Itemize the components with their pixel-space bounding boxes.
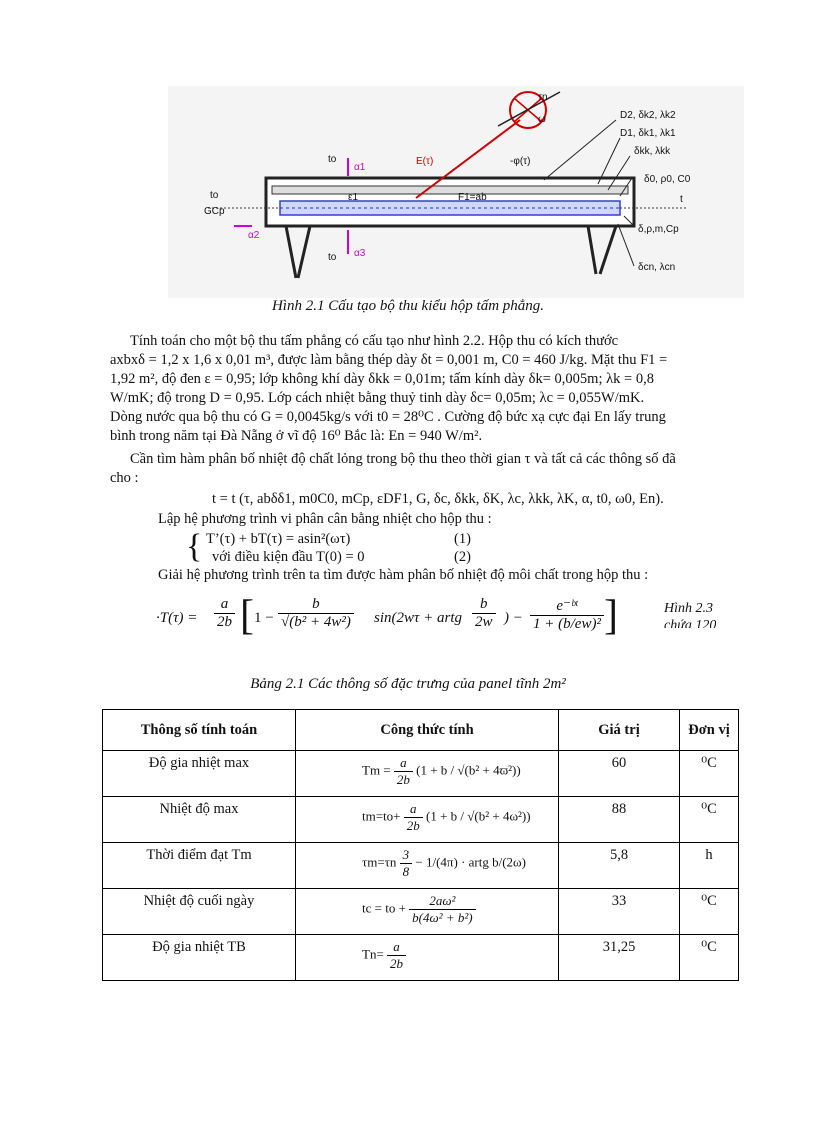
eq-a: a — [214, 596, 235, 614]
table-row — [103, 935, 739, 981]
row-value: 5,8 — [559, 843, 680, 889]
label-drhom: δ,ρ,m,Cp — [638, 224, 679, 235]
row-value: 33 — [559, 889, 680, 935]
label-to-left: to — [210, 190, 219, 201]
side-label-1: Hình 2.3 — [664, 601, 713, 616]
formula-fraction — [404, 801, 423, 834]
formula-num: a — [394, 755, 413, 772]
formula-lhs: τm=τn — [362, 854, 397, 870]
row-unit: ⁰C — [680, 889, 739, 935]
eq-one-minus: 1 − — [254, 610, 274, 626]
label-alpha2: α2 — [248, 230, 260, 241]
eq-exp: e⁻ᵇᵗ — [530, 596, 604, 616]
label-alpha1: α1 — [354, 162, 366, 173]
formula-fraction — [409, 893, 475, 926]
label-d0: δ0, ρ0, C0 — [644, 174, 691, 185]
row-unit: ⁰C — [680, 935, 739, 981]
row-unit: ⁰C — [680, 751, 739, 797]
eq-sin-part: sin(2wτ + artg — [374, 610, 463, 626]
equation-1: T’(τ) + bT(τ) = asin²(ωτ) — [206, 531, 351, 547]
formula-fraction — [387, 939, 406, 972]
table-row — [103, 843, 739, 889]
label-D1: D1, δk1, λk1 — [620, 128, 676, 139]
table-row — [103, 889, 739, 935]
equation-2-number: (2) — [454, 549, 471, 565]
formula-den: b(4ω² + b²) — [412, 910, 473, 925]
formula-den: 2b — [390, 956, 404, 971]
label-phi-tau: -φ(τ) — [510, 156, 531, 167]
label-alpha3: α3 — [354, 248, 366, 259]
equation-1-number: (1) — [454, 531, 471, 547]
formula-den: 8 — [402, 864, 410, 879]
label-GCp: GCp — [204, 206, 225, 217]
eq-b-over-sqrt — [278, 596, 354, 631]
formula-num: a — [387, 939, 406, 956]
collector-diagram — [168, 86, 744, 298]
formula-lhs: Tm = — [362, 762, 391, 778]
label-F1: F1=ab — [458, 192, 487, 203]
formula-num: 2aω² — [409, 893, 475, 910]
eq-exp-fraction — [530, 596, 604, 633]
header-value: Giá trị — [559, 710, 680, 751]
formula-lhs: Tn= — [362, 946, 384, 962]
table-header-row — [103, 710, 739, 751]
row-name: Nhiệt độ cuối ngày — [103, 889, 296, 935]
solve-text: Giải hệ phương trình trên ta tìm được hàm phân bố nhiệt độ môi chất trong hộp thu : — [158, 567, 649, 583]
eq-a-over-2b — [214, 596, 235, 631]
para2-line2: cho : — [110, 470, 139, 486]
para1-line2: axbxδ = 1,2 x 1,6 x 0,01 m³, được làm bằng thép dày δt = 0,001 m, C0 = 460 J/kg. Mặt thu F1 = — [110, 352, 668, 368]
row-formula — [296, 843, 559, 889]
label-t-right: t — [680, 194, 683, 205]
formula-rest: (1 + b / √(b² + 4ϖ²)) — [416, 762, 521, 778]
row-value: 88 — [559, 797, 680, 843]
figure-caption: Hình 2.1 Cấu tạo bộ thu kiểu hộp tấm phẳng. — [271, 298, 545, 314]
row-name: Độ gia nhiệt TB — [103, 935, 296, 981]
formula-rest: − 1/(4π) · artg b/(2ω) — [415, 854, 526, 870]
row-formula — [296, 935, 559, 981]
label-D2: D2, δk2, λk2 — [620, 110, 676, 121]
formula-den: 2b — [406, 818, 420, 833]
label-tau-n: τn — [538, 92, 548, 103]
equation-2: với điều kiện đầu T(0) = 0 — [212, 549, 365, 565]
formula-fraction — [400, 847, 413, 880]
para1-line3: 1,92 m², độ đen ε = 0,95; lớp không khí dày δkk = 0,01m; tấm kính dày δk= 0,005m; λk = 0,8 — [110, 371, 654, 387]
eq-2b: 2b — [217, 614, 232, 630]
system-brace: { — [186, 528, 203, 565]
para2-line1: Cần tìm hàm phân bố nhiệt độ chất lỏng trong bộ thu theo thời gian τ và tất cả các thông số đã — [130, 451, 676, 467]
row-formula — [296, 797, 559, 843]
main-equation — [156, 592, 636, 652]
para1-line5: Dòng nước qua bộ thu có G = 0,0045kg/s với t0 = 28⁰C . Cường độ bức xạ cực đại En lấy trung — [110, 409, 666, 425]
eq-b2: b — [472, 596, 496, 614]
eq-denom: 1 + (b/ew)² — [533, 616, 601, 632]
eq-b-over-2w — [472, 596, 496, 631]
row-formula — [296, 751, 559, 797]
row-formula — [296, 889, 559, 935]
formula-lhs: tc = to + — [362, 900, 406, 916]
header-formula: Công thức tính — [296, 710, 559, 751]
para1-line4: W/mK; độ trong D = 0,95. Lớp cách nhiệt bằng thuỷ tinh dày δc= 0,05m; λc = 0,055W/mK. — [110, 390, 645, 406]
para1-line1: Tính toán cho một bộ thu tấm phẳng có cấu tạo như hình 2.2. Hộp thu có kích thước — [130, 333, 619, 349]
label-eps1: ε1 — [348, 192, 359, 203]
formula-fraction — [394, 755, 413, 788]
setup-text: Lập hệ phương trình vi phân cân bằng nhiệt cho hộp thu : — [158, 511, 492, 527]
eq-bracket-left: [ — [240, 593, 254, 639]
formula-den: 2b — [396, 772, 410, 787]
row-name: Độ gia nhiệt max — [103, 751, 296, 797]
formula-num: a — [404, 801, 423, 818]
para1-line6: bình trong năm tại Đà Nẵng ở vĩ độ 16⁰ Bắc là: En = 940 W/m². — [110, 428, 483, 444]
row-unit: h — [680, 843, 739, 889]
label-dcn: δcn, λcn — [638, 262, 676, 273]
eq-2w: 2w — [475, 614, 493, 630]
function-definition: t = t (τ, abδδ1, m0C0, mCp, εDF1, G, δc, δkk, δK, λc, λkk, λK, α, t0, ω0, En). — [212, 491, 664, 507]
table-row — [103, 797, 739, 843]
label-to-bottom: to — [328, 252, 337, 263]
row-value: 60 — [559, 751, 680, 797]
parameters-table — [102, 709, 739, 981]
eq-sqrt: √(b² + 4w²) — [281, 614, 351, 630]
eq-close: ) − — [504, 610, 523, 626]
table-row — [103, 751, 739, 797]
row-value: 31,25 — [559, 935, 680, 981]
formula-lhs: tm=to+ — [362, 808, 401, 824]
label-dkk: δkk, λkk — [634, 146, 671, 157]
header-unit: Đơn vị — [680, 710, 739, 751]
label-omega: ω — [538, 114, 546, 125]
table-caption: Bảng 2.1 Các thông số đặc trưng của panel tĩnh 2m² — [250, 676, 566, 692]
formula-rest: (1 + b / √(b² + 4ω²)) — [426, 808, 531, 824]
row-unit: ⁰C — [680, 797, 739, 843]
label-E-tau: E(τ) — [416, 156, 434, 167]
label-to-top: to — [328, 154, 337, 165]
side-label-2: chứa 120 — [664, 618, 717, 628]
header-parameter: Thông số tính toán — [103, 710, 296, 751]
row-name: Thời điểm đạt Tm — [103, 843, 296, 889]
eq-b: b — [278, 596, 354, 614]
eq-bracket-right: ] — [604, 593, 618, 639]
formula-num: 3 — [400, 847, 413, 864]
eq-lhs: ·T(τ) = — [156, 610, 198, 626]
row-name: Nhiệt độ max — [103, 797, 296, 843]
